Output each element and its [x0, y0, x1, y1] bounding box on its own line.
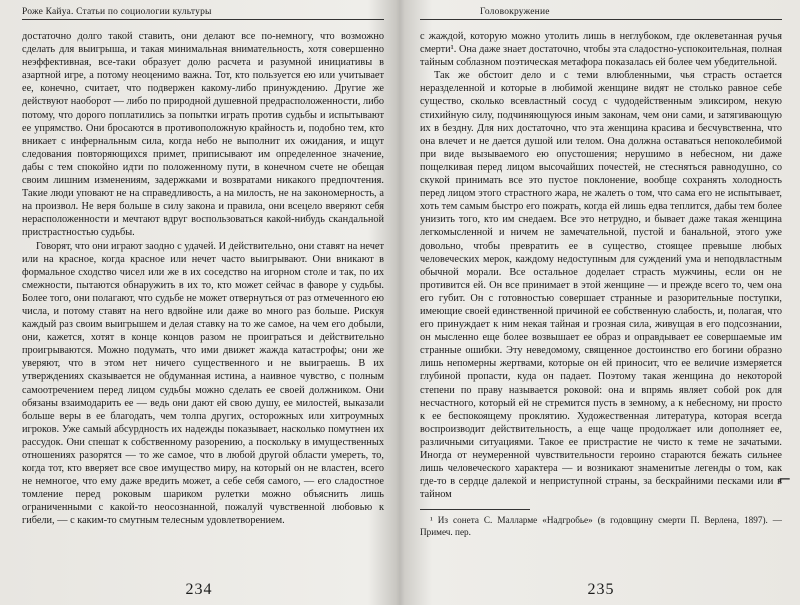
right-page-text	[420, 30, 782, 501]
footnote: ¹ Из сонета С. Малларме «Надгробье» (в годовщину смерти П. Верлена, 1897). — Примеч. пер.	[420, 515, 782, 538]
right-paragraph-2: Так же обстоит дело и с теми влюбленными, чья страсть остается неразделенной и которые в любимой женщине видят не столько равное себе существо, сколько всевластный сосуд с чудодейственным эликсиром, некую стихийную силу, подчиняющуюся иным законам, чем они сами, и затягивающую их в бездну. Для них достаточно, что эта женщина красива и бесчувственна, что она влечет и не дается душой или телом. Она должна оставаться непоколебимой при виде вызываемого ею опустошения; нерушимо в небесном, ни даже пощелкивая перед лицом высочайших почестей, не стесняться равнодушно, со скукой принимать все это пустое поклонение, вообще сохранять холодность перед лицом этого страстного жара, не жалеть о том, что сама его не испытывает, хоть тем самым быстро его пожрать, когда ей лишь едва теплится, дабы тем более унизить того, кто им снедаем. Все это нетрудно, и бывает даже такая женщина легкомысленной и ничем не замечательной, пустой и банальной, этого уже довольно, чтобы превратить ее в существо, стоящее превыше любых человеческих мерок, каждому недоступным для суждений ума и неподвластным обычной морали. Все остальное доделает страсть мужчины, если он не противится ей. Он все принимает в этой женщине — и прежде всего то, чем она его губит. Он с готовностью совершает странные и разорительные поступки, имеющие своей единственной причиной ее собственную слабость, и, полагая, что его принуждает к ним некая тайная и грозная сила, живущая в его подсознании, он мысленно еще более возвышает ее образ и оправдывает ее совершаемые им странные ошибки. Эту неведомому, священное достоинство его богини образно лишь непомерны жертвами, которые он ей приносит, что ее величие измеряется глубиной пропасти, куда он падает. Поэтому такая женщина до некоторой степени по праву называется роковой: она и впрямь являет собой рок для несчастного, который ей не стремится пусть в земному, а к небесному, ни просто к ее беспокоящему проклятию. Художественная литература, которая всегда воспроизводит действительность, а еще чаще продолжает или дополняет ее, различными ситуациями. Такое ее пристрастие не чисто к теме не зачатыми. Иногда от неумеренной чувствительности героино стараются бежать сильнее лишь человеческого характера — и возникают знаменитые легенды о том, как где-то в сердце далекой и неприступной страны, за бескрайними песками или в тайном	[420, 70, 782, 501]
left-page	[0, 0, 398, 605]
left-paragraph-2: Говорят, что они играют заодно с удачей. И действительно, они ставят на нечет или на красное, когда красное или нечет часто выигрывают. Они вникают в формальное сходство чисел или же в их соседство на игорном столе и так, по их смежности, пытаются обнаружить в их то, кто может сейчас в фаворе у судьбы. Более того, они полагают, что судьбе не может отвернуться от раз отмеченного ею числа, и потому ставят на него вдвойне или даже во много раз больше. Рискуя каждый раз своим выигрышем и делая ставку на то же самое, на чем его добыли, они, кажется, хотят в конце концов разом не проиграться и действительно проигрываются. Можно подумать, что ими движет жажда катастрофы; они же уверяют, что в этом нет ничего существенного и не выиграешь. В их утверждениях сказывается не обдуманная истина, а наивное чувство, с полным самоотречением перед лицом судьбы можно сделать ее своей должником. Они обязаны взаимодарить ее — ведь они дают ей свою душу, ее милостей, выказали больше веры в ее благодать, чем толпа других, осторожных или хитроумных игроков. Уже самый абсурдность их надежды показывает, насколько помутнен их рассудок. Они спешат к собственному разорению, а поскольку в имущественных отношениях разорятся — то же самое, что в любой другой области умереть, то, когда тот, кто вверяет все свое имущество миру, на который он не властен, всего не немногое, что ему даже вредить может, а себе себя самого, — его сладостное томление перед роковым шариком рулетки можно объяснить лишь ограниченными с какой-то неосознанной, пожалуй чувственной любовью к гибели, — с каким-то смутным телесным удовлетворением.	[22, 240, 384, 527]
right-running-head: Головокружение	[420, 6, 782, 20]
left-page-text	[22, 30, 384, 528]
left-running-head: Роже Кайуа. Статьи по социологии культуры	[22, 6, 384, 20]
right-page-number: 235	[587, 581, 615, 598]
left-paragraph-1: достаточно долго такой ставить, они делают все по-немногу, что возможно сделать для выигрыша, и такая минимальная внимательность, хотя совершенно неэффективная, все-таки образует долю расчета и разумной инициативы в азартной игре, а потому неоценимо важна. Тот, кто пользуется ею или учитывает ее, конечно, считает, что подвержен какому-либо принуждению. Другие же действуют наоборот — либо по природной душевной предрасположенности, либо потому, что дорого поплатились за попытки играть против судьбы и испытывают ее упрямство. Они бросаются в противоположную крайность и, подобно тем, кто вникает с инфернальным сила, когда небо не выполнит их ожидания, и ищут следования повторяющихся примет, приписывают им определенное значение, дабы с тем спокойно идти по положенному пути, в конечном счете не обещая своим лишним изменениям, задержками и возвратами никакого предпочтения. Такие люди уповают не на справедливость, а на милость, не на закономерность, а на произвол. Не веря больше в силу закона и правила, они всецело вверяют себя нерасположенности и мечтают вдруг воспользоваться какой-нибудь скандальной пристрастностью судьбы.	[22, 31, 384, 239]
margin-bracket-mark-icon: ⌐	[778, 470, 792, 489]
right-page	[402, 0, 800, 605]
left-page-number: 234	[185, 581, 213, 598]
footnote-rule	[420, 509, 530, 510]
right-paragraph-1: с жаждой, которую можно утолить лишь в неглубоком, где оклеветанная ручья смерти¹. Она даже знает достаточно, чтобы эта сладостно-успокоительная, полная тайным соблазном поэтическая метафора показалась ей более чем убедительной.	[420, 31, 782, 69]
